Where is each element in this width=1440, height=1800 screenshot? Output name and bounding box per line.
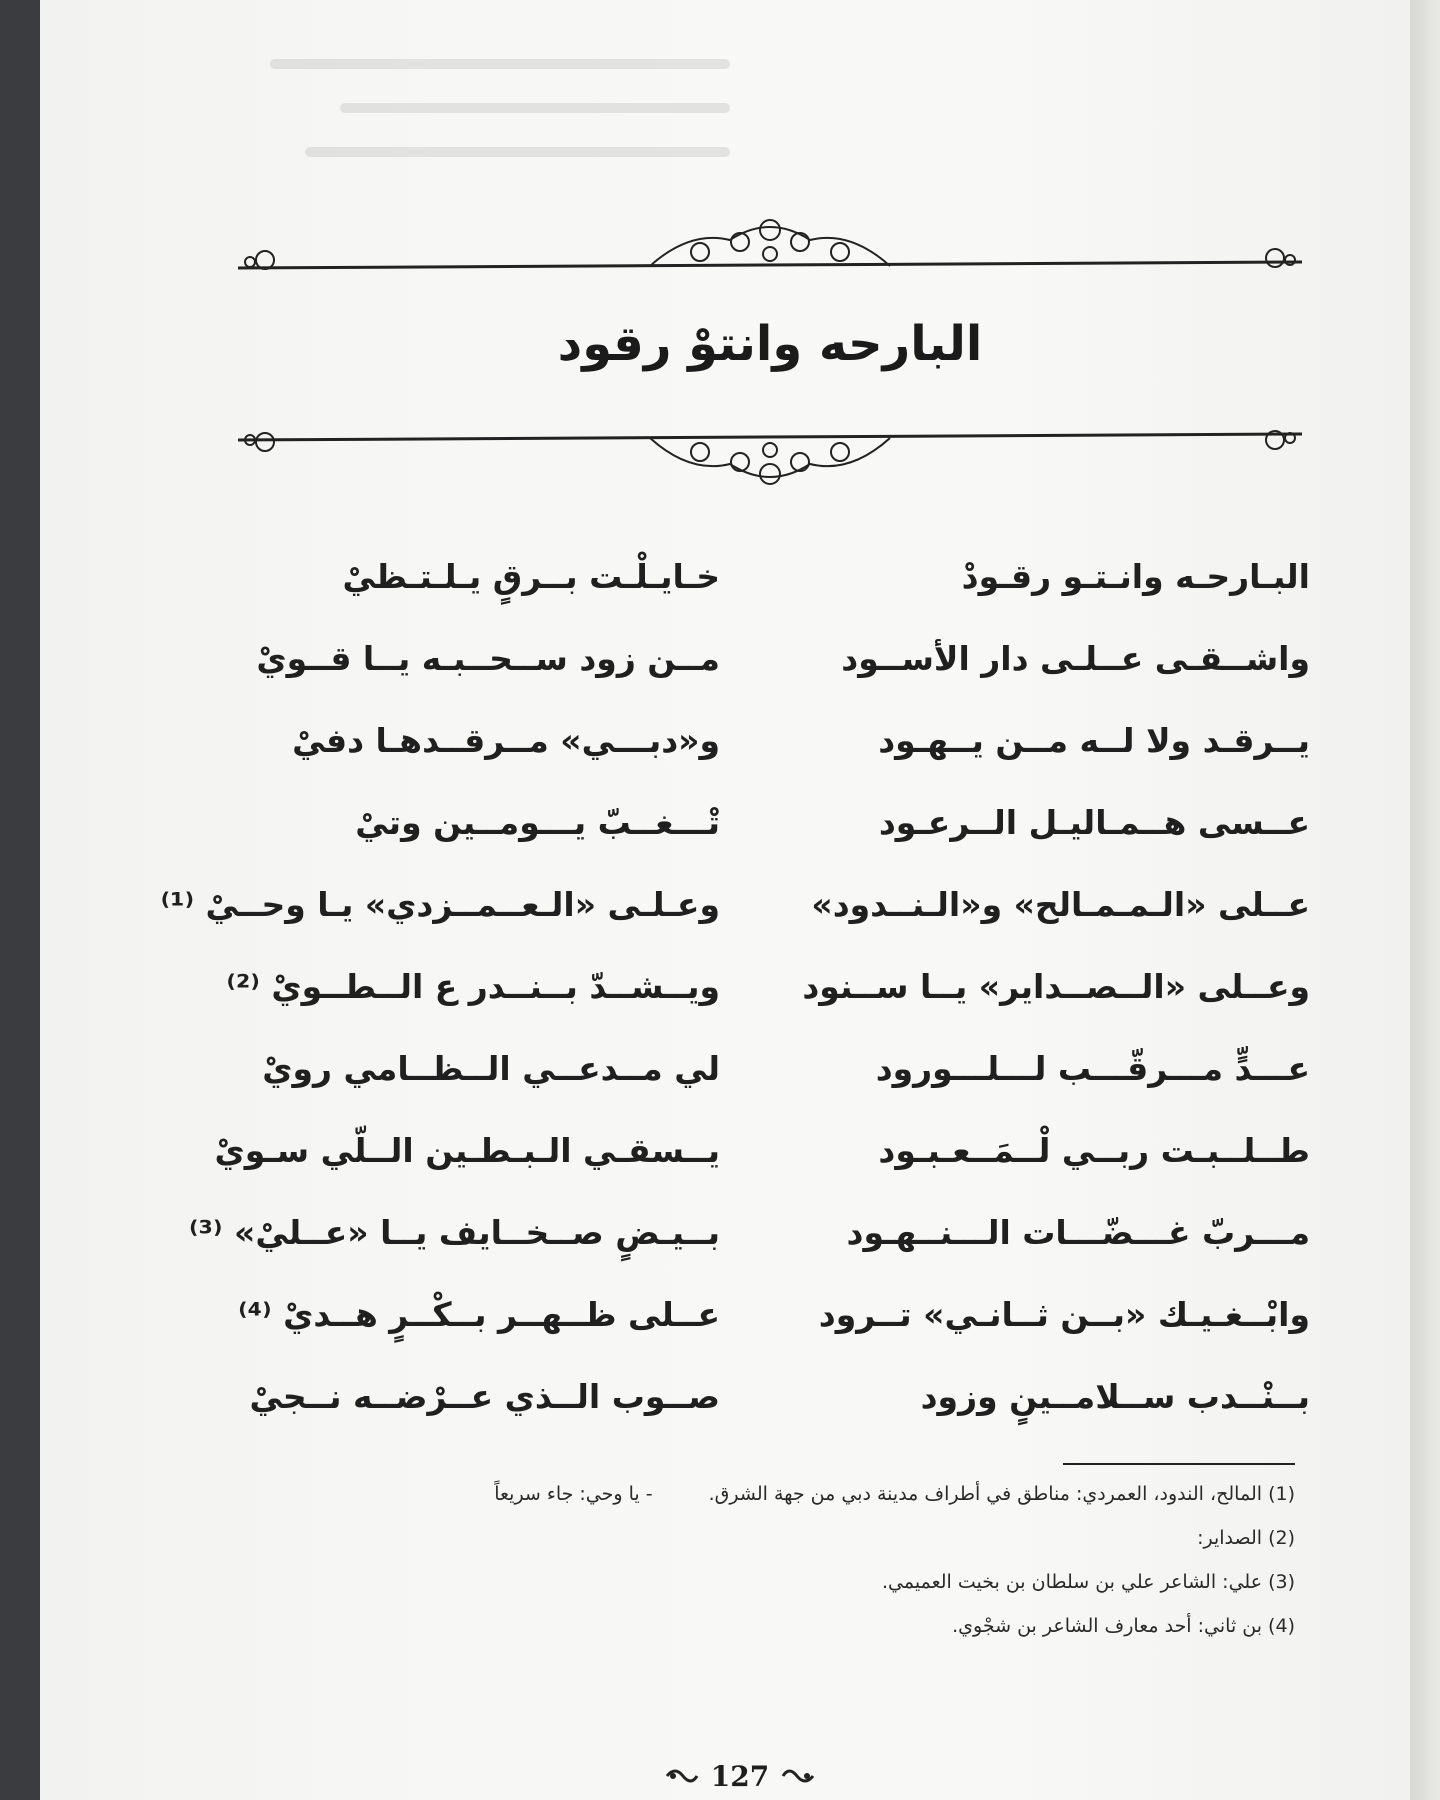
verse-first-hemistich: واشــقـى عــلـى دار الأســود bbox=[841, 638, 1310, 678]
verse-row bbox=[214, 1109, 1310, 1191]
verse-second-hemistich: لي مــدعــي الــظــامي رويْ bbox=[262, 1048, 720, 1088]
verse-row bbox=[230, 1027, 1310, 1109]
verse-first-hemistich: البـارحـه وانـتـو رقـودْ bbox=[961, 556, 1310, 596]
verse-first-hemistich: وابْــغـيـك «بــن ثــانـي» تــرود bbox=[818, 1294, 1310, 1334]
footnote-extra: - يا وحي: جاء سريعاً bbox=[494, 1483, 653, 1505]
bottom-ornament bbox=[230, 418, 1310, 498]
page-number: 127 bbox=[710, 1759, 770, 1793]
bleed-through-text bbox=[230, 25, 730, 175]
verse-row bbox=[230, 699, 1310, 781]
page-number-block bbox=[640, 1756, 840, 1796]
adjacent-page-edge bbox=[1410, 0, 1440, 1800]
top-ornament bbox=[230, 210, 1310, 290]
footnote-divider bbox=[1063, 1463, 1295, 1465]
verse-second-hemistich: خـايـلْـت بــرقٍ يـلـتـظيْ bbox=[342, 556, 720, 596]
verse-first-hemistich: بــنْــدب ســلامــينٍ وزود bbox=[920, 1376, 1310, 1416]
footnotes bbox=[420, 1472, 1295, 1648]
footnote bbox=[420, 1472, 1295, 1516]
verse-second-hemistich: مــن زود ســحــبـه يــا قــويْ bbox=[256, 638, 720, 678]
verse-second-hemistich: صــوب الــذي عــرْضــه نــجيْ bbox=[249, 1376, 720, 1416]
verse-row bbox=[230, 1355, 1310, 1437]
verse-second-hemistich: ويــشــدّ بــنــدر ع الــطــويْ ⁽²⁾ bbox=[226, 966, 720, 1006]
footnote bbox=[420, 1560, 1295, 1604]
footnote-text: (1) المالح، الندود، العمردي: مناطق في أطراف مدينة دبي من جهة الشرق. bbox=[708, 1483, 1295, 1505]
footnote-text: (2) الصداير: bbox=[1197, 1527, 1295, 1549]
verse-first-hemistich: عــلى «الـمـمـالح» و«الـنــدود» bbox=[811, 884, 1310, 924]
footnote-text: (3) علي: الشاعر علي بن سلطان بن بخيت العميمي. bbox=[882, 1571, 1295, 1593]
footnote bbox=[420, 1516, 1295, 1560]
verse-first-hemistich: عـــدٍّ مـــرقّـــب لـــلـــورود bbox=[875, 1048, 1310, 1088]
verse-second-hemistich: تْـــغــبّ يـــومــين وتيْ bbox=[355, 802, 720, 842]
footnote bbox=[420, 1604, 1295, 1648]
flourish-icon bbox=[781, 1766, 815, 1786]
verse-second-hemistich: عــلى ظــهــر بــكْــرٍ هــديْ ⁽⁴⁾ bbox=[238, 1294, 720, 1334]
footnote-text: (4) بن ثاني: أحد معارف الشاعر بن شجْوي. bbox=[952, 1615, 1295, 1637]
verse-row bbox=[230, 781, 1310, 863]
verse-first-hemistich: وعــلى «الــصــداير» يــا ســنود bbox=[802, 966, 1310, 1006]
verse-row bbox=[230, 1273, 1310, 1355]
verse-first-hemistich: مـــربّ غـــضّـــات الـــنــهـود bbox=[846, 1212, 1310, 1252]
poem-title: البارحه وانتوْ رقود bbox=[557, 316, 983, 372]
flourish-icon bbox=[665, 1766, 699, 1786]
verse-second-hemistich: وعـلـى «الـعــمــزدي» يـا وحــيْ ⁽¹⁾ bbox=[160, 884, 720, 924]
poem-body bbox=[160, 535, 1310, 1437]
verse-row bbox=[160, 863, 1310, 945]
verse-first-hemistich: طــلــبـت ربــي لْــمَــعـبـود bbox=[878, 1130, 1310, 1170]
verse-row bbox=[226, 945, 1310, 1027]
verse-second-hemistich: يــسقـي الـبـطـين الــلّي سـويْ bbox=[214, 1130, 720, 1170]
verse-second-hemistich: و«دبـــي» مــرقــدهـا دفيْ bbox=[292, 720, 720, 760]
verse-row bbox=[189, 1191, 1310, 1273]
verse-second-hemistich: بــيـضٍ صــخــايف يــا «عــليْ» ⁽³⁾ bbox=[189, 1212, 720, 1252]
verse-first-hemistich: عــسى هــمـاليـل الــرعـود bbox=[878, 802, 1310, 842]
verse-row bbox=[230, 535, 1310, 617]
verse-first-hemistich: يــرقـد ولا لــه مــن يــهـود bbox=[878, 720, 1310, 760]
verse-row bbox=[230, 617, 1310, 699]
